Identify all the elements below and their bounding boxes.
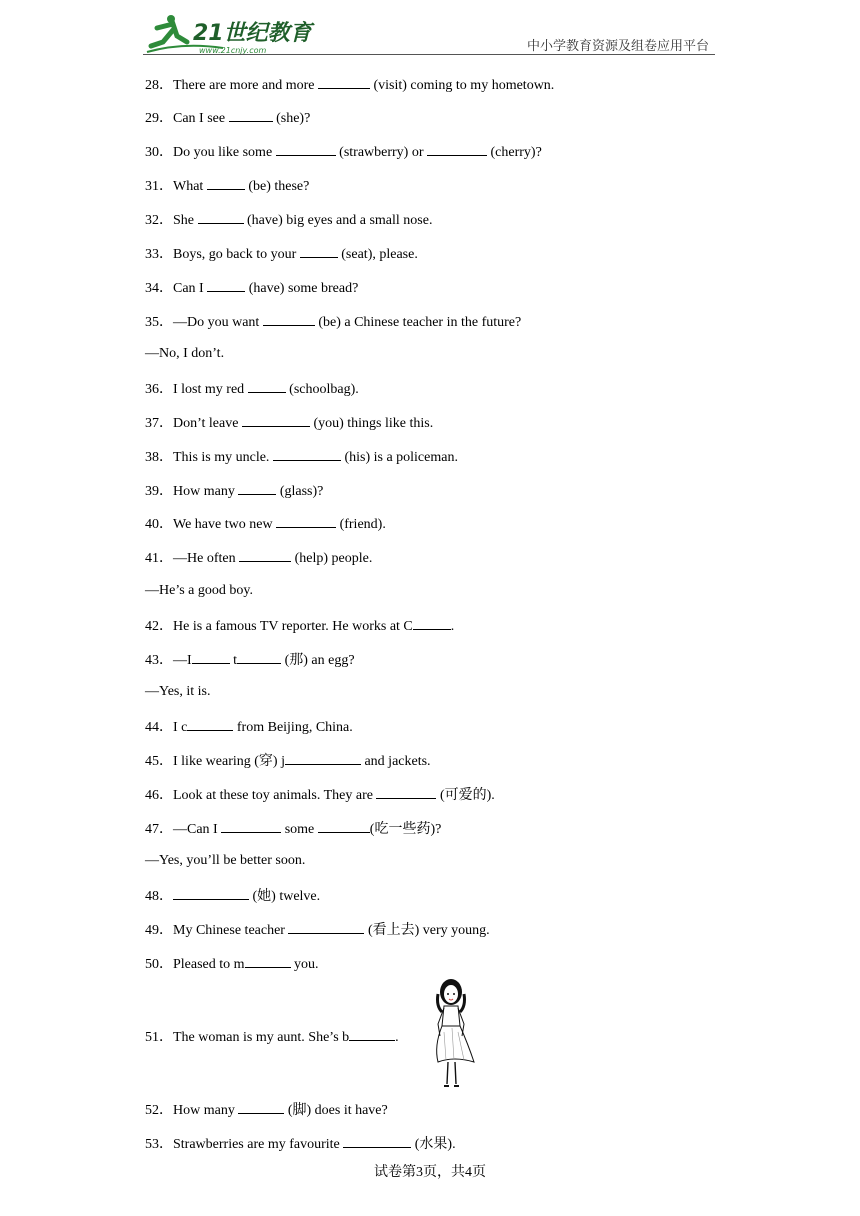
question-text: (have) some bread? — [245, 281, 359, 296]
answer-blank[interactable] — [413, 616, 451, 630]
answer-blank[interactable] — [198, 210, 244, 224]
question-text: (his) is a policeman. — [340, 450, 458, 465]
answer-blank[interactable] — [245, 954, 291, 968]
answer-blank[interactable] — [285, 751, 361, 765]
answer-blank[interactable] — [276, 514, 336, 528]
page-header — [143, 10, 715, 56]
question-q41b — [145, 582, 253, 600]
question-text: 34．Can I — [145, 281, 208, 296]
question-text: 40．We have two new — [145, 517, 277, 532]
answer-blank[interactable] — [276, 142, 336, 156]
woman-illustration — [424, 976, 480, 1090]
question-q49 — [145, 920, 490, 940]
question-text: (be) a Chinese teacher in the future? — [314, 315, 522, 330]
question-q51 — [145, 1027, 399, 1047]
question-q30 — [145, 142, 542, 162]
question-text: 42．He is a famous TV reporter. He works at C — [145, 619, 413, 634]
logo — [143, 12, 323, 56]
question-text: (friend). — [336, 517, 386, 532]
answer-blank[interactable] — [221, 819, 281, 833]
answer-blank[interactable] — [318, 75, 370, 89]
question-text: 46．Look at these toy animals. They are — [145, 788, 377, 803]
site-caption: 中小学教育资源及组卷应用平台 — [526, 38, 709, 53]
question-q53 — [145, 1134, 456, 1154]
page-footer: 试卷第3页，共4页 — [374, 1165, 486, 1180]
question-text: 38．This is my uncle. — [145, 450, 273, 465]
question-q36 — [145, 379, 359, 399]
question-text: (她) twelve. — [249, 889, 321, 904]
question-q39 — [145, 481, 323, 501]
question-text: (she)? — [272, 111, 311, 126]
question-text: 36．I lost my red — [145, 382, 248, 397]
question-text: (那) an egg? — [281, 653, 355, 668]
answer-blank[interactable] — [300, 244, 338, 258]
question-text: 39．How many — [145, 484, 239, 499]
question-text: —Yes, you’ll be better soon. — [145, 853, 306, 868]
answer-blank[interactable] — [192, 650, 230, 664]
question-q47b — [145, 852, 305, 870]
question-q32 — [145, 210, 432, 230]
question-text: 29．Can I see — [145, 111, 229, 126]
question-q50 — [145, 954, 319, 974]
question-text: . — [450, 619, 455, 634]
question-q37 — [145, 413, 433, 433]
question-text: you. — [290, 957, 319, 972]
question-text: 50．Pleased to m — [145, 957, 245, 972]
question-text: 45．I like wearing (穿) j — [145, 754, 285, 769]
answer-blank[interactable] — [273, 447, 341, 461]
answer-blank[interactable] — [173, 886, 249, 900]
question-q31 — [145, 176, 309, 196]
answer-blank[interactable] — [318, 819, 370, 833]
question-text: 33．Boys, go back to your — [145, 247, 300, 262]
answer-blank[interactable] — [207, 176, 245, 190]
question-q48 — [145, 886, 320, 906]
question-q35b — [145, 345, 224, 363]
answer-blank[interactable] — [207, 278, 245, 292]
answer-blank[interactable] — [343, 1134, 411, 1148]
question-text: —Yes, it is. — [145, 684, 211, 699]
question-text: 32．She — [145, 213, 198, 228]
question-text: 49．My Chinese teacher — [145, 923, 289, 938]
question-text: (水果). — [411, 1137, 456, 1152]
question-q43 — [145, 650, 355, 670]
question-text: 48． — [145, 889, 173, 904]
question-text: from Beijing, China. — [233, 720, 353, 735]
answer-blank[interactable] — [237, 650, 281, 664]
question-text: 31．What — [145, 179, 207, 194]
question-text: (you) things like this. — [309, 416, 434, 431]
question-text: 47．—Can I — [145, 822, 222, 837]
answer-blank[interactable] — [229, 108, 273, 122]
question-text: (seat), please. — [337, 247, 418, 262]
question-q42 — [145, 616, 454, 636]
question-text: (schoolbag). — [285, 382, 359, 397]
question-text: (脚) does it have? — [284, 1103, 388, 1118]
question-text: (cherry)? — [487, 145, 542, 160]
question-text: —No, I don’t. — [145, 346, 225, 361]
answer-blank[interactable] — [376, 785, 436, 799]
answer-blank[interactable] — [239, 548, 291, 562]
question-text: (visit) coming to my hometown. — [369, 78, 555, 93]
question-text: 35．—Do you want — [145, 315, 263, 330]
answer-blank[interactable] — [187, 717, 233, 731]
question-q34 — [145, 278, 358, 298]
question-text: 41．—He often — [145, 551, 240, 566]
question-q40 — [145, 514, 386, 534]
question-text: (可爱的). — [436, 788, 495, 803]
question-q45 — [145, 751, 431, 771]
question-text: some — [281, 822, 318, 837]
answer-blank[interactable] — [427, 142, 487, 156]
question-q41 — [145, 548, 372, 568]
question-q33 — [145, 244, 418, 264]
question-q28 — [145, 75, 554, 95]
question-text: (help) people. — [291, 551, 373, 566]
question-q44 — [145, 717, 353, 737]
question-text: 28．There are more and more — [145, 78, 318, 93]
question-text: 51．The woman is my aunt. She’s b — [145, 1030, 350, 1045]
question-text: 44．I c — [145, 720, 188, 735]
answer-blank[interactable] — [349, 1027, 395, 1041]
question-text: 52．How many — [145, 1103, 239, 1118]
question-text: (be) these? — [244, 179, 310, 194]
question-q43b — [145, 683, 211, 701]
question-text: 53．Strawberries are my favourite — [145, 1137, 344, 1152]
question-q47 — [145, 819, 441, 839]
logo-text: 21世纪教育 — [193, 21, 312, 46]
answer-blank[interactable] — [242, 413, 310, 427]
answer-blank[interactable] — [238, 1100, 284, 1114]
question-text: t — [229, 653, 238, 668]
question-text: 30．Do you like some — [145, 145, 276, 160]
question-q35 — [145, 312, 521, 332]
header-rule — [143, 54, 715, 55]
answer-blank[interactable] — [238, 481, 276, 495]
question-text: (strawberry) or — [335, 145, 428, 160]
question-text: . — [395, 1030, 399, 1045]
question-text: —He’s a good boy. — [145, 583, 253, 598]
question-text: (看上去) very young. — [364, 923, 490, 938]
question-text: 37．Don’t leave — [145, 416, 242, 431]
answer-blank[interactable] — [263, 312, 315, 326]
question-text: (have) big eyes and a small nose. — [243, 213, 433, 228]
answer-blank[interactable] — [248, 379, 286, 393]
question-q52 — [145, 1100, 388, 1120]
question-q46 — [145, 785, 495, 805]
question-text: (glass)? — [276, 484, 324, 499]
question-q29 — [145, 108, 310, 128]
logo-url: www.21cnjy.com — [199, 46, 267, 55]
question-text: and jackets. — [360, 754, 431, 769]
question-q38 — [145, 447, 458, 467]
question-text: (吃一些药)? — [369, 822, 442, 837]
question-text: 43．—I — [145, 653, 192, 668]
answer-blank[interactable] — [288, 920, 364, 934]
